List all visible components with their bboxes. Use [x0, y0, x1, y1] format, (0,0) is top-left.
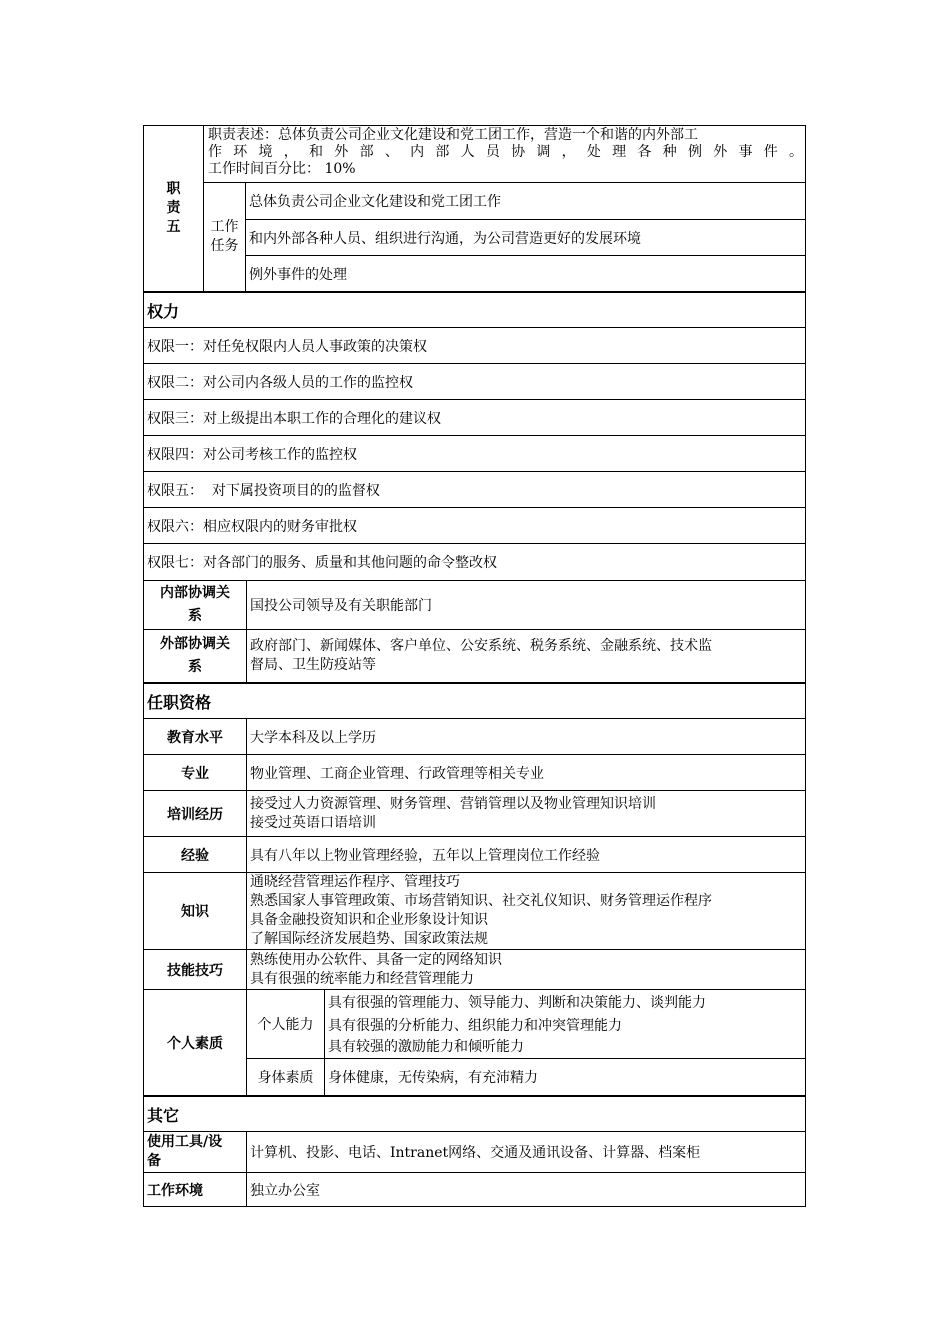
- duty5-label: [143, 125, 204, 292]
- power-item: 权限七：对各部门的服务、质量和其他问题的命令整改权: [143, 543, 806, 581]
- internal-label-line: 系: [188, 608, 202, 624]
- personal-quality-label: 个人素质: [143, 989, 247, 1096]
- knowledge-line: 通晓经营管理运作程序、管理技巧: [250, 874, 460, 890]
- physical-value: 身体健康，无传染病，有充沛精力: [324, 1058, 806, 1096]
- external-label-line: 系: [188, 659, 202, 675]
- education-value: 大学本科及以上学历: [246, 718, 806, 755]
- tools-value: 计算机、投影、电话、Intranet网络、交通及通讯设备、计算器、档案柜: [246, 1131, 806, 1173]
- education-label: 教育水平: [143, 718, 247, 755]
- external-coordination-label: [143, 629, 247, 683]
- knowledge-line: 熟悉国家人事管理政策、市场营销知识、社交礼仪知识、财务管理运作程序: [250, 893, 712, 909]
- major-value: 物业管理、工商企业管理、行政管理等相关专业: [246, 754, 806, 791]
- ability-line: 具有很强的管理能力、领导能力、判断和决策能力、谈判能力: [328, 994, 706, 1011]
- physical-label: 身体素质: [246, 1058, 325, 1096]
- knowledge-value: [246, 872, 806, 950]
- power-item: 权限一：对任免权限内人员人事政策的决策权: [143, 327, 806, 364]
- internal-coordination-value: 国投公司领导及有关职能部门: [246, 580, 806, 630]
- ability-value: [324, 989, 806, 1059]
- duty5-task-label: [203, 182, 246, 292]
- skills-line: 熟练使用办公软件、具备一定的网络知识: [250, 951, 502, 968]
- ability-line: 具有较强的激励能力和倾听能力: [328, 1038, 524, 1055]
- duty5-task: 总体负责公司企业文化建设和党工团工作: [245, 182, 806, 220]
- duty5-description-line: 职责表述：总体负责公司企业文化建设和党工团工作，营造一个和谐的内外部工: [208, 127, 698, 143]
- duty5-label-line: 职: [166, 181, 181, 197]
- major-label: 专业: [143, 754, 247, 791]
- power-item: 权限三：对上级提出本职工作的合理化的建议权: [143, 399, 806, 436]
- duty5-description: [203, 125, 806, 183]
- duty5-label-line: 五: [166, 219, 181, 235]
- tools-label-line: 备: [147, 1153, 161, 1169]
- environment-value: 独立办公室: [246, 1172, 806, 1207]
- training-label: 培训经历: [143, 790, 247, 837]
- tools-label-line: 使用工具/设: [147, 1134, 223, 1150]
- skills-value: [246, 949, 806, 990]
- environment-label: 工作环境: [143, 1172, 247, 1207]
- training-line: 接受过英语口语培训: [250, 814, 376, 831]
- skills-label: 技能技巧: [143, 949, 247, 990]
- power-item: 权限六：相应权限内的财务审批权: [143, 507, 806, 544]
- knowledge-line: 了解国际经济发展趋势、国家政策法规: [250, 931, 488, 947]
- duty5-task: 和内外部各种人员、组织进行沟通，为公司营造更好的发展环境: [245, 219, 806, 256]
- training-line: 接受过人力资源管理、财务管理、营销管理以及物业管理知识培训: [250, 795, 656, 812]
- qualifications-title: 任职资格: [143, 682, 806, 719]
- duty5-description-line: 作 环 境 ， 和 外 部 、 内 部 人 员 协 调 ， 处 理 各 种 例 外 事 件 。: [208, 144, 803, 160]
- ability-line: 具有很强的分析能力、组织能力和冲突管理能力: [328, 1017, 622, 1034]
- knowledge-line: 具备金融投资知识和企业形象设计知识: [250, 912, 488, 928]
- external-value-line: 督局、卫生防疫站等: [250, 657, 376, 673]
- ability-label: 个人能力: [246, 989, 325, 1059]
- duty5-task-label-line: 任务: [210, 238, 239, 254]
- training-value: [246, 790, 806, 837]
- other-title: 其它: [143, 1095, 806, 1132]
- external-value-line: 政府部门、新闻媒体、客户单位、公安系统、税务系统、金融系统、技术监: [250, 638, 712, 654]
- power-title: 权力: [143, 291, 806, 328]
- tools-label: [143, 1131, 247, 1173]
- skills-line: 具有很强的统率能力和经营管理能力: [250, 970, 474, 987]
- duty5-task-label-line: 工作: [210, 219, 239, 235]
- experience-label: 经验: [143, 836, 247, 873]
- power-item: 权限五： 对下属投资项目的的监督权: [143, 471, 806, 508]
- internal-label-line: 内部协调关: [160, 585, 230, 601]
- experience-value: 具有八年以上物业管理经验，五年以上管理岗位工作经验: [246, 836, 806, 873]
- duty5-label-line: 责: [166, 200, 181, 216]
- internal-coordination-label: [143, 580, 247, 630]
- knowledge-label: 知识: [143, 872, 247, 950]
- external-label-line: 外部协调关: [160, 636, 230, 652]
- power-item: 权限四：对公司考核工作的监控权: [143, 435, 806, 472]
- duty5-description-line: 工作时间百分比： 10%: [208, 161, 356, 177]
- power-item: 权限二：对公司内各级人员的工作的监控权: [143, 363, 806, 400]
- duty5-task: 例外事件的处理: [245, 255, 806, 292]
- external-coordination-value: [246, 629, 806, 683]
